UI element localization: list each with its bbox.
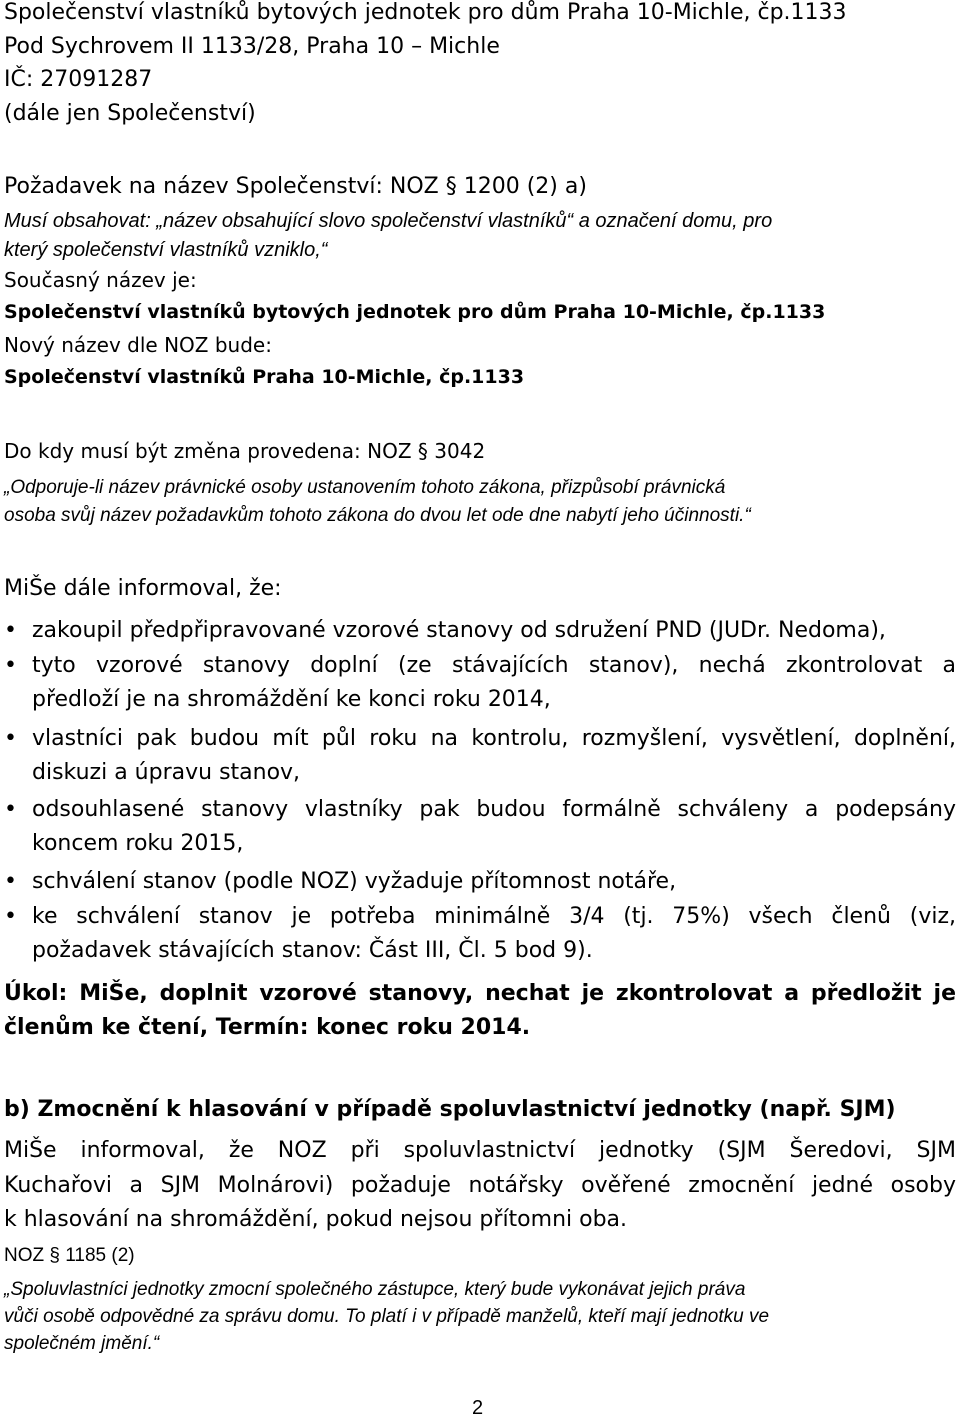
- task-line-1: Úkol: MiŠe, doplnit vzorové stanovy, nechat je zkontrolovat a předložit je: [4, 981, 956, 1006]
- page-number: 2: [472, 1397, 484, 1419]
- list-item-continuation: koncem roku 2015,: [32, 831, 244, 856]
- section-b-heading: b) Zmocnění k hlasování v případě spoluvlastnictví jednotky (např. SJM): [4, 1097, 896, 1122]
- list-item: schválení stanov (podle NOZ) vyžaduje přítomnost notáře,: [32, 869, 677, 894]
- current-name-value: Společenství vlastníků bytových jednotek pro dům Praha 10-Michle, čp.1133: [4, 301, 826, 323]
- section-b-quote-line-3: společném jmění.“: [4, 1333, 160, 1354]
- section-b-quote-line-1: „Spoluvlastníci jednotky zmocní společného zástupce, který bude vykonávat jejich práva: [4, 1279, 746, 1300]
- bullet-marker: •: [4, 797, 17, 822]
- list-item: vlastníci pak budou mít půl roku na kontrolu, rozmyšlení, vysvětlení, doplnění,: [32, 726, 956, 751]
- list-item: zakoupil předpřipravované vzorové stanovy od sdružení PND (JUDr. Nedoma),: [32, 618, 886, 643]
- list-item: tyto vzorové stanovy doplní (ze stávajících stanov), nechá zkontrolovat a: [32, 653, 956, 678]
- bullet-marker: •: [4, 653, 17, 678]
- name-requirement-line-3: který společenství vlastníků vzniklo,“: [4, 239, 328, 261]
- list-item-continuation: požadavek stávajících stanov: Část III, Čl. 5 bod 9).: [32, 938, 593, 963]
- section-b-law-reference: NOZ § 1185 (2): [4, 1245, 135, 1266]
- list-item: ke schválení stanov je potřeba minimálně 3/4 (tj. 75%) všech členů (viz,: [32, 904, 956, 929]
- deadline-heading: Do kdy musí být změna provedena: NOZ § 3042: [4, 439, 486, 463]
- current-name-label: Současný název je:: [4, 268, 197, 292]
- new-name-value: Společenství vlastníků Praha 10-Michle, čp.1133: [4, 366, 525, 388]
- section-b-paragraph-line-2: Kuchařovi a SJM Molnárovi) požaduje notářsky ověřené zmocnění jedné osoby: [4, 1173, 956, 1198]
- list-item-continuation: diskuzi a úpravu stanov,: [32, 760, 301, 785]
- mise-intro: MiŠe dále informoval, že:: [4, 576, 282, 601]
- deadline-quote-line-1: „Odporuje-li název právnické osoby ustanovením tohoto zákona, přizpůsobí právnická: [4, 477, 726, 498]
- name-requirement-line-2: Musí obsahovat: „název obsahující slovo společenství vlastníků“ a označení domu, pro: [4, 210, 773, 232]
- section-b-paragraph-line-3: k hlasování na shromáždění, pokud nejsou přítomni oba.: [4, 1207, 628, 1232]
- task-line-2: členům ke čtení, Termín: konec roku 2014.: [4, 1015, 531, 1040]
- header-line-2: Pod Sychrovem II 1133/28, Praha 10 – Michle: [4, 34, 500, 59]
- bullet-marker: •: [4, 904, 17, 929]
- header-line-1: Společenství vlastníků bytových jednotek pro dům Praha 10-Michle, čp.1133: [4, 0, 847, 25]
- bullet-marker: •: [4, 618, 17, 643]
- bullet-marker: •: [4, 869, 17, 894]
- section-b-quote-line-2: vůči osobě odpovědné za správu domu. To platí i v případě manželů, kteří mají jednotku ve: [4, 1306, 770, 1327]
- name-requirement-heading: Požadavek na název Společenství: NOZ § 1200 (2) a): [4, 174, 587, 199]
- header-line-4: (dále jen Společenství): [4, 101, 256, 126]
- section-b-paragraph-line-1: MiŠe informoval, že NOZ při spoluvlastnictví jednotky (SJM Šeredovi, SJM: [4, 1138, 956, 1163]
- bullet-marker: •: [4, 726, 17, 751]
- header-line-3: IČ: 27091287: [4, 67, 153, 92]
- list-item: odsouhlasené stanovy vlastníky pak budou formálně schváleny a podepsány: [32, 797, 956, 822]
- deadline-quote-line-2: osoba svůj název požadavkům tohoto zákona do dvou let ode dne nabytí jeho účinnosti.“: [4, 505, 751, 526]
- new-name-label: Nový název dle NOZ bude:: [4, 333, 272, 357]
- list-item-continuation: předloží je na shromáždění ke konci roku 2014,: [32, 687, 551, 712]
